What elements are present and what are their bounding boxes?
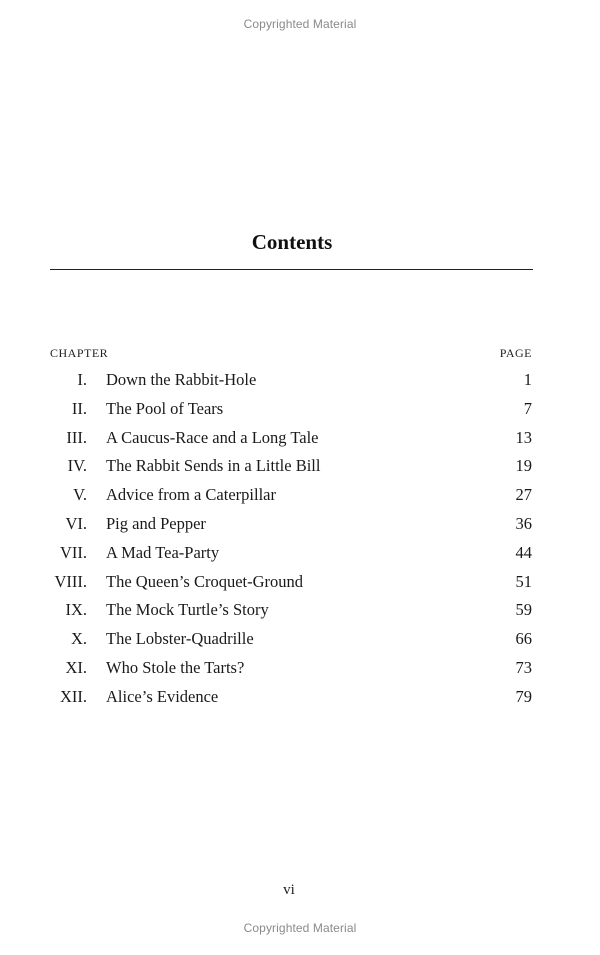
- toc-entry[interactable]: [0, 654, 600, 683]
- chapter-title[interactable]: The Lobster-Quadrille: [106, 629, 254, 649]
- copyright-watermark-bottom: Copyrighted Material: [243, 921, 357, 935]
- chapter-number: VI.: [65, 513, 87, 533]
- chapter-title[interactable]: Pig and Pepper: [106, 513, 206, 533]
- page-number: 66: [515, 629, 532, 649]
- toc-entry[interactable]: [0, 539, 600, 568]
- chapter-title[interactable]: A Caucus-Race and a Long Tale: [106, 427, 319, 447]
- page-folio: vi: [283, 882, 295, 898]
- chapter-number: III.: [66, 427, 87, 447]
- chapter-title[interactable]: The Rabbit Sends in a Little Bill: [106, 456, 321, 476]
- chapter-number: IV.: [67, 456, 87, 476]
- chapter-number: V.: [73, 485, 87, 505]
- chapter-title[interactable]: The Queen’s Croquet-Ground: [106, 571, 304, 591]
- toc-entry[interactable]: [0, 395, 600, 424]
- page-column-header: PAGE: [499, 346, 532, 360]
- chapter-title[interactable]: Down the Rabbit-Hole: [106, 370, 257, 389]
- chapter-number: XII.: [59, 686, 87, 706]
- chapter-title[interactable]: Who Stole the Tarts?: [106, 657, 245, 677]
- chapter-title[interactable]: The Mock Turtle’s Story: [106, 600, 269, 620]
- page-number: 73: [515, 657, 532, 677]
- toc-entry[interactable]: [0, 596, 600, 625]
- chapter-number: II.: [71, 398, 87, 418]
- toc-entry[interactable]: [0, 452, 600, 481]
- page-number: 13: [515, 427, 532, 447]
- chapter-title[interactable]: Alice’s Evidence: [106, 686, 219, 706]
- title-divider: [50, 269, 533, 270]
- page-number: 19: [515, 456, 532, 476]
- page-number: 36: [515, 513, 532, 533]
- chapter-column-header: CHAPTER: [50, 346, 109, 360]
- page-title: Contents: [251, 230, 333, 254]
- page-number: 7: [523, 398, 532, 418]
- chapter-number: XI.: [65, 657, 87, 677]
- chapter-title[interactable]: A Mad Tea-Party: [106, 542, 220, 562]
- toc-entry[interactable]: [0, 625, 600, 654]
- page-number: 27: [515, 485, 532, 505]
- chapter-title[interactable]: The Pool of Tears: [106, 398, 224, 418]
- toc-entry[interactable]: [0, 366, 600, 395]
- toc-entry[interactable]: [0, 481, 600, 510]
- page-number: 79: [515, 686, 532, 706]
- page-number: 1: [523, 370, 532, 389]
- toc-entry[interactable]: [0, 683, 600, 712]
- table-of-contents: [0, 366, 600, 712]
- chapter-number: I.: [77, 370, 87, 389]
- copyright-watermark-top: Copyrighted Material: [243, 17, 357, 31]
- toc-entry[interactable]: [0, 510, 600, 539]
- chapter-title[interactable]: Advice from a Caterpillar: [106, 485, 276, 505]
- toc-entry[interactable]: [0, 424, 600, 453]
- chapter-number: X.: [70, 629, 87, 649]
- chapter-number: VII.: [59, 542, 87, 562]
- chapter-number: VIII.: [54, 571, 87, 591]
- toc-entry[interactable]: [0, 568, 600, 597]
- page-number: 51: [515, 571, 532, 591]
- chapter-number: IX.: [65, 600, 87, 620]
- page-number: 44: [515, 542, 532, 562]
- page-number: 59: [515, 600, 532, 620]
